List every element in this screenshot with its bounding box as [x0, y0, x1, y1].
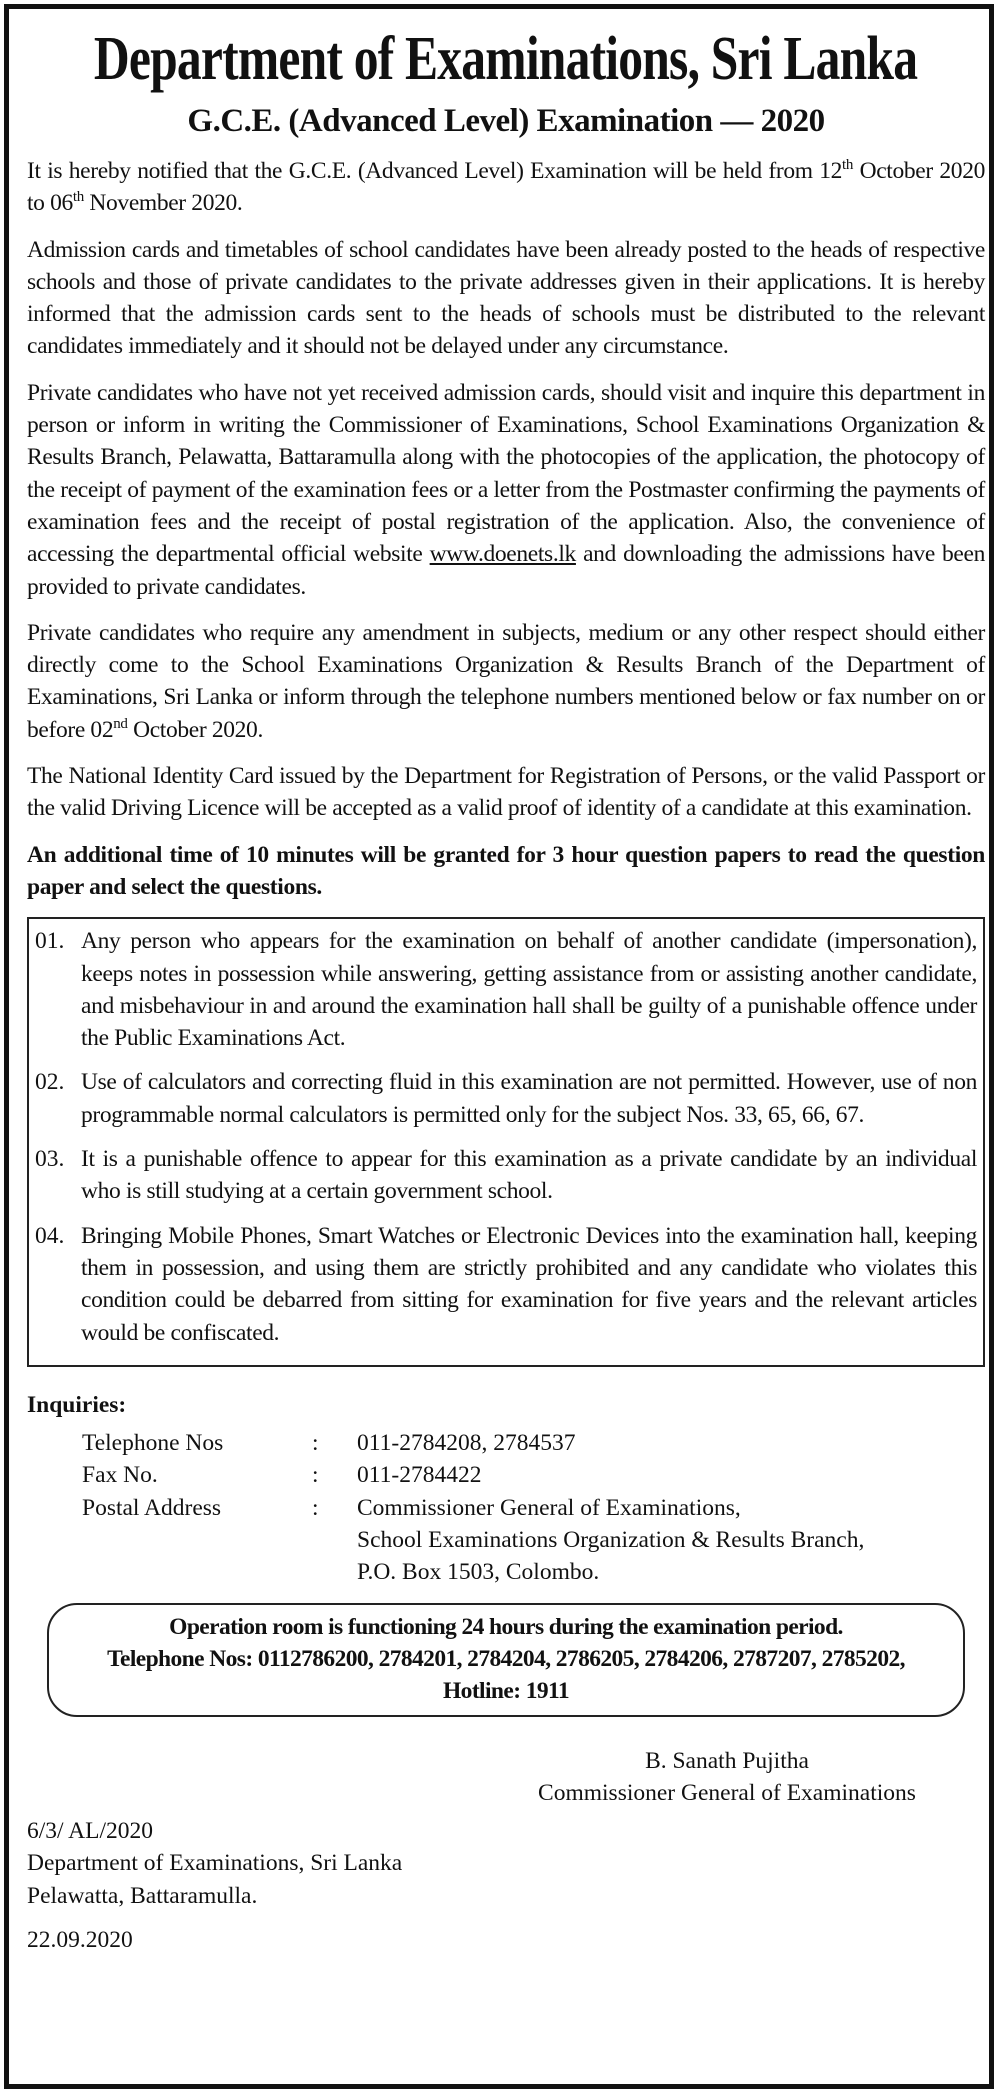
rule-number: 01. — [35, 928, 65, 955]
paragraph-amendments — [27, 617, 985, 746]
inquiries-table — [82, 1427, 864, 1588]
superscript: nd — [113, 715, 128, 732]
paragraph-identity: The National Identity Card issued by the Department for Registration of Persons, or the valid Passport or the valid Driving Licence will be accepted as a valid proof of identity of a candidate at this examination. — [27, 763, 985, 822]
reference-code: 6/3/ AL/2020 — [27, 1818, 153, 1845]
text: October 2020 to 06 — [27, 158, 985, 217]
address-line: P.O. Box 1503, Colombo. — [357, 1559, 600, 1586]
text: Private candidates who have not yet received admission cards, should visit and inquire this department in person or inform in writing the Commissioner of Examinations, School Examinations Organization & Results Branch, Pelawatta, Battaramulla along with the photocopies of the application, the photocopy of the receipt of payment of the examination fees or a letter from the Postmaster confirming the payments of examination fees and the receipt of postal registration of the application. Also, the convenience of accessing the departmental official website — [27, 379, 985, 568]
paragraph-additional-time: An additional time of 10 minutes will be granted for 3 hour question papers to read the question paper and select the questions. — [27, 841, 985, 900]
notice-frame — [4, 4, 994, 2089]
address-line: School Examinations Organization & Results Branch, — [357, 1526, 865, 1553]
notice-date: 22.09.2020 — [27, 1927, 133, 1954]
operation-phones: Telephone Nos: 0112786200, 2784201, 2784204, 2786205, 2784206, 2787207, 2785202, — [107, 1645, 905, 1672]
label: Telephone Nos — [82, 1430, 224, 1457]
page-subtitle: G.C.E. (Advanced Level) Examination — 2020 — [187, 103, 825, 139]
paragraph-admission-cards: Admission cards and timetables of school candidates have been already posted to the heads of respective schools and those of private candidates to the private addresses given in their applications. It is hereby informed that the admission cards sent to the heads of schools must be distributed to the relevant candidates immediately and it should not be delayed under any circumstance. — [27, 236, 985, 360]
text: Private candidates who require any amendment in subjects, medium or any other respect should either directly come to the School Examinations Organization & Results Branch of the Department of Examinations, Sri Lanka or inform through the telephone numbers mentioned below or fax number on or before 02 — [27, 619, 985, 743]
rule-item — [35, 1220, 977, 1349]
colon: : — [312, 1462, 319, 1489]
operation-text: Operation room is functioning 24 hours during the examination period. — [169, 1613, 843, 1640]
rule-item — [35, 1066, 977, 1131]
rule-item — [35, 925, 977, 1054]
text: November 2020. — [83, 190, 243, 217]
signatory-name: B. Sanath Pujitha — [645, 1747, 809, 1774]
label: Fax No. — [82, 1462, 158, 1489]
reference-block — [27, 1815, 985, 1966]
notice-inner — [27, 9, 985, 1966]
paragraph-exam-dates — [27, 155, 985, 220]
address-line: Commissioner General of Examinations, — [357, 1494, 741, 1521]
rule-number: 03. — [35, 1146, 65, 1173]
rule-text: It is a punishable offence to appear for this examination as a private candidate by an individual who is still studying at a certain government school. — [81, 1146, 977, 1205]
paragraph-private-candidates — [27, 377, 985, 603]
signatory-title: Commissioner General of Examinations — [538, 1779, 916, 1806]
inquiries-heading: Inquiries: — [27, 1391, 127, 1418]
telephone-row — [82, 1427, 864, 1459]
signature-block — [27, 1745, 942, 1810]
postal-row — [82, 1492, 864, 1589]
superscript: th — [842, 157, 853, 174]
operation-room-box — [47, 1603, 965, 1717]
fax-row — [82, 1459, 864, 1491]
rule-number: 04. — [35, 1222, 65, 1249]
rule-item — [35, 1143, 977, 1208]
hotline: Hotline: 1911 — [442, 1677, 570, 1704]
superscript: th — [72, 189, 84, 206]
colon: : — [312, 1430, 319, 1457]
page-title-wrap — [27, 21, 985, 97]
text: It is hereby notified that the G.C.E. (Advanced Level) Examination will be held from 12 — [27, 158, 843, 184]
website-link[interactable]: www.doenets.lk — [429, 541, 576, 568]
colon: : — [312, 1494, 319, 1521]
postal-value — [357, 1492, 864, 1589]
page-title: Department of Examinations, Sri Lanka — [94, 25, 918, 93]
notice-body — [27, 155, 985, 1966]
text: and downloading the admissions have been provided to private candidates. — [27, 541, 985, 600]
label: Postal Address — [82, 1494, 222, 1521]
text: October 2020. — [127, 716, 263, 743]
rules-box — [27, 917, 985, 1367]
reference-dept: Department of Examinations, Sri Lanka — [27, 1850, 403, 1877]
rule-text: Any person who appears for the examination on behalf of another candidate (impersonation), keeps notes in possession while answering, getting assistance from or assisting another candidate, and misbehaviour in and around the examination hall shall be guilty of a punishable offence under the Public Examinations Act. — [81, 928, 977, 1052]
rule-text: Use of calculators and correcting fluid in this examination are not permitted. However, use of non programmable normal calculators is permitted only for the subject Nos. 33, 65, 66, 67. — [81, 1069, 977, 1128]
rule-number: 02. — [35, 1069, 65, 1096]
telephone-value: 011-2784208, 2784537 — [357, 1430, 576, 1457]
rule-text: Bringing Mobile Phones, Smart Watches or Electronic Devices into the examination hall, keeping them in possession, and using them are strictly prohibited and any candidate who violates this condition could be debarred from sitting for examination for five years and the relevant articles would be confiscated. — [81, 1222, 977, 1346]
fax-value: 011-2784422 — [357, 1462, 482, 1489]
reference-place: Pelawatta, Battaramulla. — [27, 1882, 258, 1909]
